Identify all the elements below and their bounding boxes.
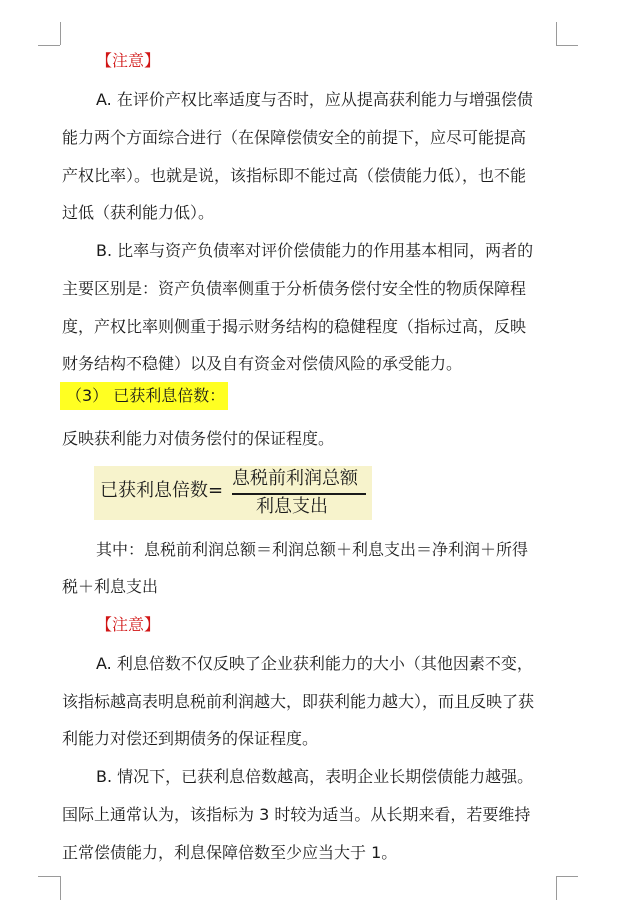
formula-image: [94, 466, 372, 520]
paragraph-line: 税＋利息支出: [62, 577, 159, 596]
paragraph-line: B. 比率与资产负债率对评价偿债能力的作用基本相同，两者的: [96, 241, 534, 260]
paragraph-line: 度，产权比率则侧重于揭示财务结构的稳健程度（指标过高，反映: [62, 317, 527, 336]
paragraph-line: 该指标越高表明息税前利润越大，即获利能力越大），而且反映了获: [62, 692, 535, 711]
paragraph-line: 财务结构不稳健）以及自有资金对偿债风险的承受能力。: [62, 354, 463, 373]
paragraph-line: A. 在评价产权比率适度与否时，应从提高获利能力与增强偿债: [96, 90, 533, 109]
paragraph-line: 产权比率）。也就是说，该指标即不能过高（偿债能力低），也不能: [62, 166, 527, 185]
paragraph-line: 其中：息税前利润总额＝利润总额＋利息支出＝净利润＋所得: [96, 540, 529, 559]
paragraph-line: 主要区别是：资产负债率侧重于分析债务偿付安全性的物质保障程: [62, 279, 527, 298]
paragraph-line: 国际上通常认为，该指标为 3 时较为适当。从长期来看，若要维持: [62, 805, 531, 824]
definition-text: 反映获利能力对债务偿付的保证程度。: [62, 429, 335, 448]
section-heading: （3） 已获利息倍数：: [66, 386, 226, 405]
formula-denominator: 利息支出: [256, 496, 328, 517]
note-label: 【注意】: [96, 615, 161, 634]
paragraph-line: A. 利息倍数不仅反映了企业获利能力的大小（其他因素不变，: [96, 654, 533, 673]
paragraph-line: 过低（获利能力低）。: [62, 203, 215, 222]
paragraph-line: 正常偿债能力，利息保障倍数至少应当大于 1。: [62, 843, 398, 862]
formula-numerator: 息税前利润总额: [232, 468, 358, 489]
paragraph-line: 能力两个方面综合进行（在保障偿债安全的前提下，应尽可能提高: [62, 128, 527, 147]
paragraph-line: B. 情况下，已获利息倍数越高，表明企业长期偿债能力越强。: [96, 767, 534, 786]
formula-lhs: 已获利息倍数=: [100, 480, 224, 501]
paragraph-line: 利能力对偿还到期债务的保证程度。: [62, 729, 319, 748]
note-label: 【注意】: [96, 51, 161, 70]
